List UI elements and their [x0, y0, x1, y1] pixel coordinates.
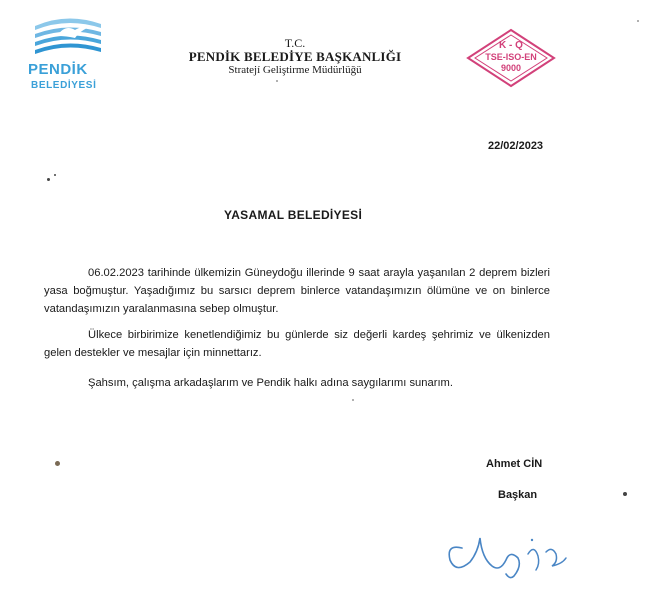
recipient-heading: YASAMAL BELEDİYESİ [224, 208, 363, 222]
handwritten-signature [440, 514, 580, 584]
seagull-wave-icon [31, 14, 103, 62]
scan-speck [623, 492, 627, 496]
stamp-line-3: 9000 [500, 63, 522, 73]
scan-speck [276, 80, 278, 82]
department-name: Stratejí Geliştirme Müdürlüğü [228, 64, 362, 76]
scan-speck [637, 20, 639, 22]
logo-subtitle: BELEDİYESİ [31, 80, 97, 91]
body-paragraph-3: Şahsım, çalışma arkadaşlarım ve Pendik halkı adına saygılarımı sunarım. [88, 377, 453, 389]
body-paragraph-2: Ülkece birbirimize kenetlendiğimiz bu günlerde siz değerli kardeş şehrimiz ve ülkenizden gelen destekler ve mesajlar için minnettarız. [44, 329, 550, 359]
scan-speck [47, 178, 50, 181]
scan-speck [55, 461, 60, 466]
scan-speck [352, 399, 354, 401]
letter-date: 22/02/2023 [488, 140, 544, 152]
pendik-logo [28, 14, 108, 94]
signer-title: Başkan [498, 489, 538, 501]
body-paragraph-1: 06.02.2023 tarihinde ülkemizin Güneydoğu illerinde 9 saat arayla yaşanılan 2 deprem bizleri yasa boğmuştur. Yaşadığımız bu sarsıcı deprem binlerce vatandaşımızın ölümüne ve on binlerce vatandaşımızın yaralanmasına sebep olmuştur. [44, 267, 550, 315]
country-label: T.C. [284, 36, 306, 50]
certification-stamp [466, 28, 556, 88]
scan-speck [54, 174, 56, 176]
institution-name: PENDİK BELEDİYE BAŞKANLIĞI [188, 49, 402, 64]
logo-wordmark: PENDİK [28, 61, 88, 78]
stamp-line-2: TSE-ISO-EN [485, 52, 537, 62]
signer-name: Ahmet CİN [486, 458, 543, 470]
stamp-line-1: K - Q [499, 40, 523, 51]
